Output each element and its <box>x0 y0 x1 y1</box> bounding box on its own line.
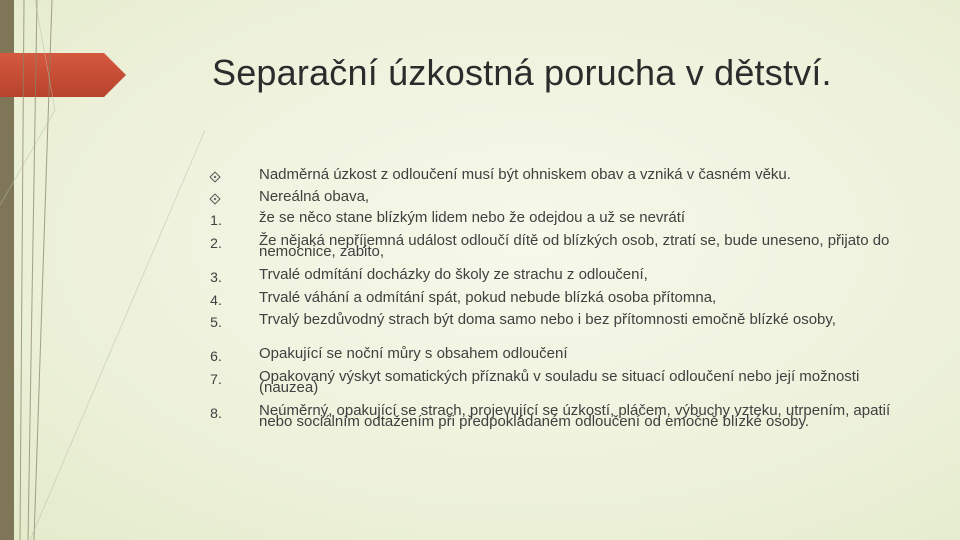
list-item-text: Že nějaká nepříjemná událost odloučí dítě od blízkých osob, ztratí se, bude uneseno, přijato do nemocnice, zabito, <box>259 232 890 260</box>
list-item-text: Opakovaný výskyt somatických příznaků v souladu se situací odloučení nebo její možnosti (nauzea) <box>259 368 860 396</box>
slide-title: Separační úzkostná porucha v dětství. <box>212 52 832 93</box>
list-item-text: Opakující se noční můry s obsahem odloučení <box>259 345 568 362</box>
list-item-text: Trvalé odmítání docházky do školy ze strachu z odloučení, <box>259 266 648 283</box>
list-number: 4. <box>210 292 222 308</box>
list-item-text: že se něco stane blízkým lidem nebo že odejdou a už se nevrátí <box>259 209 686 226</box>
diamond-bullet-icon <box>209 171 220 182</box>
diamond-bullet-icon <box>209 193 220 204</box>
list-number: 5. <box>210 314 222 330</box>
list-number: 8. <box>210 405 222 421</box>
list-item-text: Trvalý bezdůvodný strach být doma samo nebo i bez přítomnosti emočně blízké osoby, <box>259 311 836 328</box>
list-number: 2. <box>210 235 222 251</box>
list-item-text: Neúměrný, opakující se strach, projevující se úzkostí, pláčem, výbuchy vzteku, utrpením, apatií nebo sociálním odtažením při předpokládaném odloučení od emočně blízké osoby. <box>259 402 891 430</box>
list-item-text: Trvalé váhání a odmítání spát, pokud nebude blízká osoba přítomna, <box>259 289 717 306</box>
list-item-text: Nadměrná úzkost z odloučení musí být ohniskem obav a vzniká v časném věku. <box>259 166 791 183</box>
list-number: 1. <box>210 212 222 228</box>
list-item-text: Nereálná obava, <box>259 188 370 205</box>
list-number: 6. <box>210 348 222 364</box>
list-number: 7. <box>210 371 222 387</box>
list-number: 3. <box>210 269 222 285</box>
